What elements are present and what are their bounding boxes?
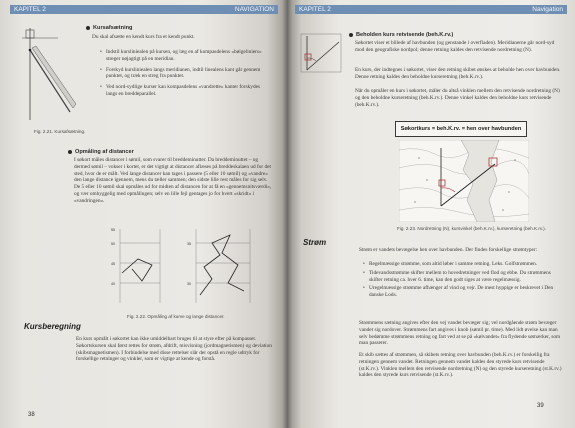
opmaaling-heading: Opmåling af distancer xyxy=(68,149,134,155)
axis-tick: 40 xyxy=(111,282,115,286)
ruler-shape xyxy=(32,46,76,108)
beholden-text-3: Når du opmåler en kurs i søkortet, måler du altså vinklen mellem den retvisende nordretning (N) og den beholdne kurseretning (beh.K.rv.). Denne vinkel kaldes den beholdne kurs retvisende (beh.K.rv.). xyxy=(355,88,560,108)
right-header-bar xyxy=(295,5,567,14)
strom-item: • Regelmæssige strømme, som altid løber i samme retning. Leks. Golfstrømmen. xyxy=(363,261,565,268)
heading-bullet-icon xyxy=(349,33,353,37)
strom-heading: Strøm xyxy=(303,238,327,247)
left-page xyxy=(0,0,287,428)
strom-item: • Tidevandsstrømme skifter mellem to hovedretninger ved flod og ebbe. Du strømmens skifter retning ca. hver 6. time, kan den godt siges at være regelmæssig. xyxy=(363,270,565,284)
left-header-section: NAVIGATION xyxy=(234,6,274,13)
axis-tick: 35 xyxy=(187,242,191,246)
beholden-text-2: En kurs, der indtegnes i søkortet, viser den retning skibet ønskes at beholde hen over havbunden. Denne retning kaldes den beholdne kurseretning (beh.K.rv.). xyxy=(355,67,561,80)
strom-text-2: Strømmens sætning angives efter den vej vandet bevæger sig; vel nordgående strøm bevæger vandet sig nordover. Strømmens fart angives i knob (sømil pr. time). Med lidt øvelse kan man selv bedømme strømmens retning og fart ved at se på «kølvandet» fra flydende sømærker, som man passerer. xyxy=(359,320,561,347)
kursafsaetning-item: • Ved nord-sydlige kurser kan kompasdelens «vandrette» kanter forskydes langs en breddeparallel. xyxy=(100,84,272,98)
divider-path-2 xyxy=(200,235,244,295)
kursberegning-heading: Kursberegning xyxy=(24,322,81,331)
divider-path-1 xyxy=(122,259,152,281)
axis-tick: 45 xyxy=(111,262,115,266)
kursberegning-text: En kurs opmålt i søkortet kan ikke umiddelbart bruges til at styre efter på kompasset. Søkortskursen skal først rettes for strøm, afdrift, misvisning (jordmagnetismen) og deviation (skibsmagnetismen). I forbindelse med disse rettelser slår der opstå en regle udtryk for forskellige retninger og vinkler, som er vigtige at kende og forstå. xyxy=(76,336,272,363)
beholden-text-1: Søkortet viser et billede af havbunden (og genstande i overfladen). Meridianerne går nord-syd mod den geografiske nordpol; denne retning kaldes den retvisende nordretning (N). xyxy=(355,40,555,53)
chart-map-figure xyxy=(399,140,529,222)
kursafsaetning-list xyxy=(100,49,272,100)
course-line xyxy=(30,50,70,112)
beholden-heading: Beholden kurs retvisende (beh.K.rv.) xyxy=(349,32,453,38)
axis-tick: 30 xyxy=(187,282,191,286)
fig-2-23-caption: Fig. 2.23. Nordretning (N), kursvinkel (beh.K.rv.), kurseretning (beh.K.rv.). xyxy=(397,226,546,231)
beholden-figure xyxy=(297,30,349,76)
strom-list xyxy=(363,261,565,301)
left-header-chapter: KAPITEL 2 xyxy=(14,6,46,13)
right-page xyxy=(287,0,575,428)
right-header-chapter: KAPITEL 2 xyxy=(299,6,331,13)
fig-2-21-caption: Fig. 2.21. Kursafsætning. xyxy=(34,129,86,134)
strom-text-3: Et skib sættes af strømmen, så skibets retning over havbunden (beh.K.rv.) er forskellig fra retningen gennem vandet. Retningen gennem vandet kaldes den styrede kurs retvisende (st.K.rv.). Vinklen mellem den retvisende nordretning (N) og den styrede kurseretning (st.K.rv.) kaldes den styrede kurs retvisende (st.K.rv.). xyxy=(359,352,562,379)
distance-figure xyxy=(108,225,258,310)
book-gutter xyxy=(282,0,292,428)
right-page-number: 39 xyxy=(537,403,544,409)
right-header-section: Navigation xyxy=(532,6,563,13)
start-point xyxy=(29,49,32,52)
opmaaling-text: I søkort måles distancer i sømil, som svarer til breddeminutter. Da breddeminuttet – og dermed sømil – vokser i kortet, er det vigtigt at distancer aflæses på breddeskalaen ud for det sted, hvor de er målt. Ved lange distancer kan tages i passere (5 eller 10 sømil) og «vandre» den lange distance igennem, mens du tæller sammen; den sidste lille rest måles for sig selv. De 5 eller 10 sømil skal opmåles ud for midten af distancen for at få en «gennemsnitsværdi», og vær omhyggelig med opmålingen; selv en lille fejl gentages jo for hvert «skridt» i «vandringen». xyxy=(74,157,272,204)
kursafsaetning-intro: Du skal afsætte en kendt kurs fra et kendt punkt. xyxy=(92,34,195,40)
axis-tick: 55 xyxy=(111,228,115,232)
left-page-number: 38 xyxy=(28,412,35,418)
kursafsaetning-item: • Indstil kursliniealen på kursen, og læg en af kompasdelens «bølgeliniers» streger nøjagtigt på en meridian. xyxy=(100,49,272,63)
kursafsaetning-heading: Kursafsætning xyxy=(86,25,132,31)
axis-tick: 50 xyxy=(111,242,115,246)
soekortkurs-box: Søkortkurs = beh.K.rv. = hen over havbunden xyxy=(395,121,527,137)
strom-item: • Uregelmæssige strømme afhænger af vind og vejr. De mest hyppige er beskrevet i Den danske Lods. xyxy=(363,285,565,299)
left-header-bar xyxy=(10,5,278,14)
heading-bullet-icon xyxy=(68,150,72,154)
angle-marker xyxy=(305,54,311,60)
strom-intro: Strøm er vandets bevægelse hen over havbunden. Der findes forskellige strømtyper: xyxy=(359,247,538,253)
fig-2-22-caption: Fig. 2.22. Opmåling af kurve og lange distancer. xyxy=(127,314,225,319)
kursafsaetning-figure xyxy=(18,20,78,128)
course-line xyxy=(307,42,339,70)
kursafsaetning-item: • Forskyd kursliniealen langs meridianen, indtil linealens kant går gennem punktet, og træk en streg fra punktet. xyxy=(100,67,272,81)
heading-bullet-icon xyxy=(86,26,90,30)
